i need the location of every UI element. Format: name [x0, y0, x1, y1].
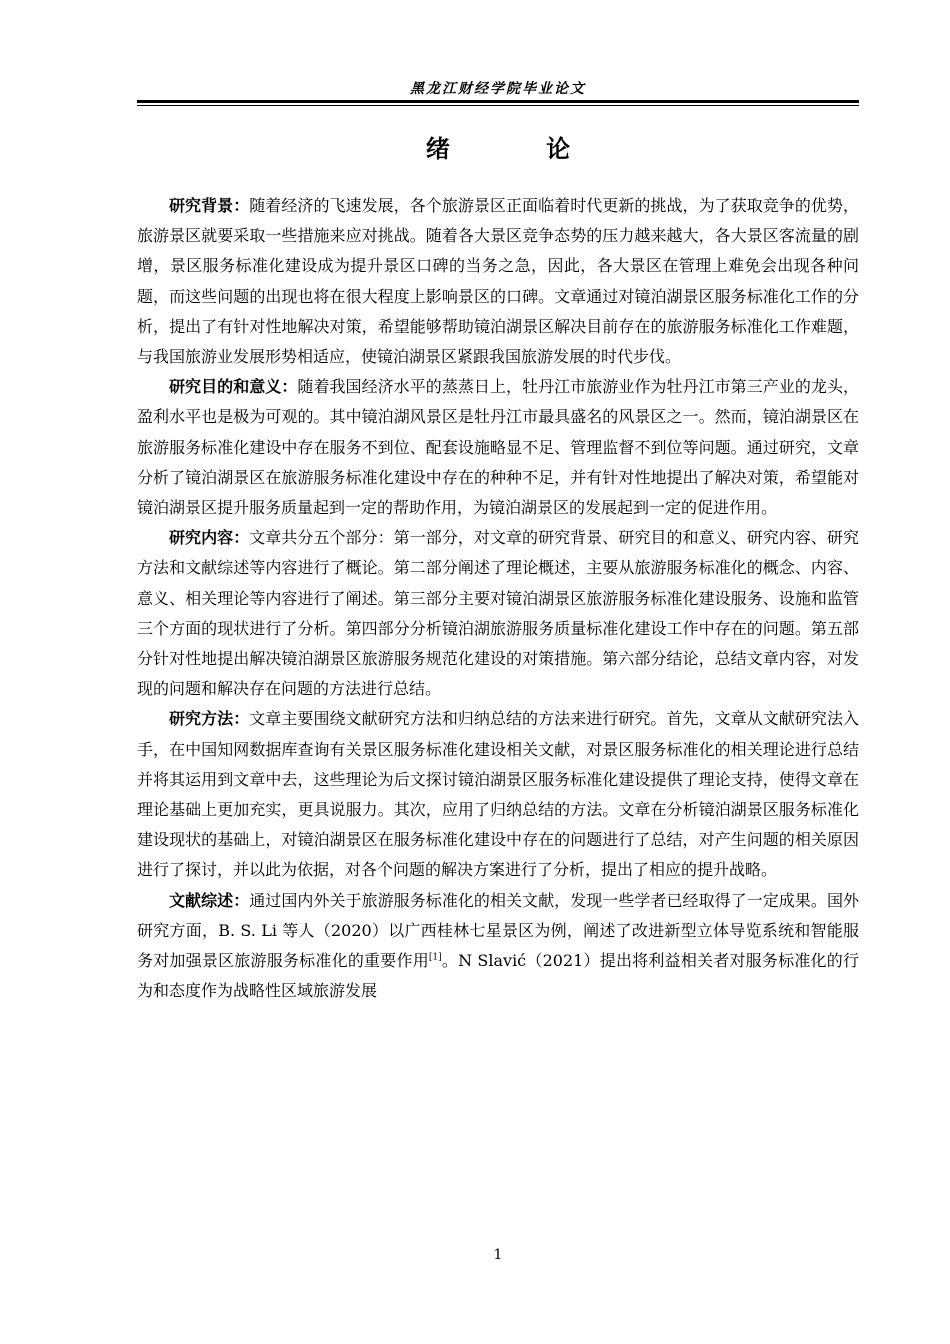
paragraph-research-content: [137, 523, 859, 704]
paragraph-heading: 研究目的和意义：: [169, 377, 298, 397]
paragraph-heading: 研究内容：: [169, 528, 250, 548]
paragraph-research-method: [137, 704, 859, 885]
chapter-title: 绪 论: [425, 134, 615, 163]
paragraph-heading: 研究背景：: [169, 196, 250, 215]
paragraph-text: 通过国内外关于旅游服务标准化的相关文献，发现一些学者已经取得了一定成果。国外研究方面，B. S. Li 等人（2020）以广西桂林七星景区为例，阐述了改进新型立体导览系统和智能服务对加强景区旅游服务标准化的重要作用: [137, 890, 859, 971]
running-header: 黑龙江财经学院毕业论文: [410, 81, 586, 97]
paragraph-text: 文章主要围绕文献研究方法和归纳总结的方法来进行研究。首先，文章从文献研究法入手，在中国知网数据库查询有关景区服务标准化建设相关文献，对景区服务标准化的相关理论进行总结并将其运用到文章中去，这些理论为后文探讨镜泊湖景区服务标准化建设提供了理论支持，使得文章在理论基础上更加充实，更具说服力。其次，应用了归纳总结的方法。文章在分析镜泊湖景区服务标准化建设现状的基础上，对镜泊湖景区在服务标准化建设中存在的问题进行了总结，对产生问题的相关原因进行了探讨，并以此为依据，对各个问题的解决方案进行了分析，提出了相应的提升战略。: [137, 709, 859, 880]
paragraph-heading: 文献综述：: [169, 890, 250, 910]
citation-marker: [1]: [428, 952, 442, 963]
header-rule-thin: [137, 105, 859, 106]
paragraph-literature-review: [137, 886, 859, 1007]
paragraph-text: 随着我国经济水平的蒸蒸日上，牡丹江市旅游业作为牡丹江市第三产业的龙头，盈利水平也是极为可观的。其中镜泊湖风景区是牡丹江市最具盛名的风景区之一。然而，镜泊湖景区在旅游服务标准化建设中存在服务不到位、配套设施略显不足、管理监督不到位等问题。通过研究，文章分析了镜泊湖景区在旅游服务标准化建设中存在的种种不足，并有针对性地提出了解决对策，希望能对镜泊湖景区提升服务质量起到一定的帮助作用，为镜泊湖景区的发展起到一定的促进作用。: [137, 377, 859, 518]
paragraph-text: 随着经济的飞速发展，各个旅游景区正面临着时代更新的挑战，为了获取竞争的优势，旅游景区就要采取一些措施来应对挑战。随着各大景区竞争态势的压力越来越大，各大景区客流量的剧增，景区服务标准化建设成为提升景区口碑的当务之急，因此，各大景区在管理上难免会出现各种问题，而这些问题的出现也将在很大程度上影响景区的口碑。文章通过对镜泊湖景区服务标准化工作的分析，提出了有针对性地解决对策，希望能够帮助镜泊湖景区解决目前存在的旅游服务标准化工作难题，与我国旅游业发展形势相适应，使镜泊湖景区紧跟我国旅游发展的时代步伐。: [137, 196, 859, 367]
paragraph-text-continued: 。N Slavić（2021）提出将利益相关者对服务标准化的行为和态度作为战略性区域旅游发展: [137, 951, 859, 1001]
body-text: [137, 191, 859, 1006]
page-number: 1: [493, 1247, 503, 1263]
paragraph-text: 文章共分五个部分：第一部分，对文章的研究背景、研究目的和意义、研究内容、研究方法和文献综述等内容进行了概论。第二部分阐述了理论概述，主要从旅游服务标准化的概念、内容、意义、相关理论等内容进行了阐述。第三部分主要对镜泊湖景区旅游服务标准化建设服务、设施和监管三个方面的现状进行了分析。第四部分分析镜泊湖旅游服务质量标准化建设工作中存在的问题。第五部分针对性地提出解决镜泊湖景区旅游服务规范化建设的对策措施。第六部分结论，总结文章内容，对发现的问题和解决存在问题的方法进行总结。: [137, 528, 859, 699]
paragraph-research-purpose: [137, 372, 859, 523]
paragraph-heading: 研究方法：: [169, 709, 250, 729]
header-rule-thick: [137, 100, 859, 103]
paragraph-research-background: [137, 191, 859, 372]
